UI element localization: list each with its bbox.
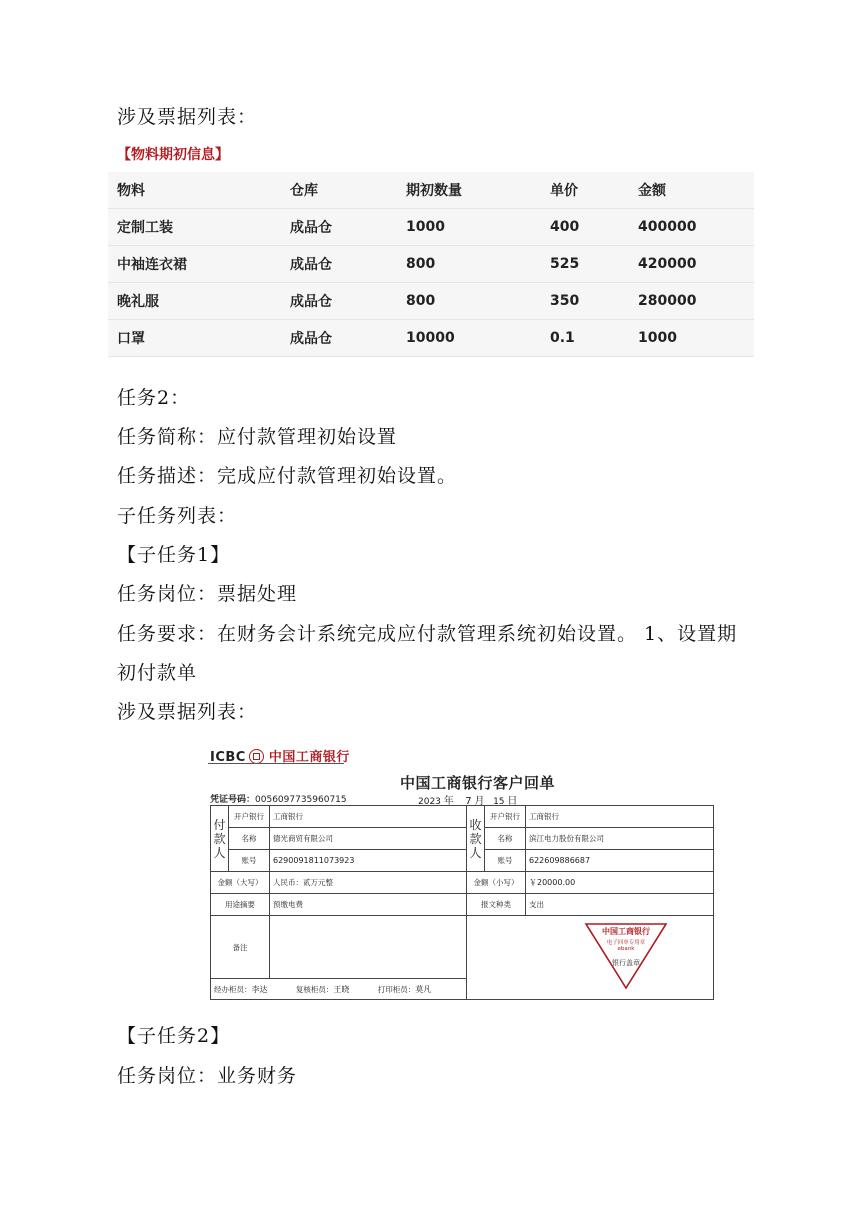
amount-lower-label: 金额（小写） xyxy=(467,872,526,894)
printer xyxy=(378,984,432,995)
cell-amount: 400000 xyxy=(629,209,754,246)
reviewer-label: 复核柜员： xyxy=(295,984,334,994)
bank-logo-cn: 中国工商银行 xyxy=(268,750,350,765)
cell-material: 中袖连衣裙 xyxy=(108,246,281,283)
amount-upper: 人民币：贰万元整 xyxy=(270,872,467,894)
subtask1-requirement: 任务要求：在财务会计系统完成应付款管理系统初始设置。 1、设置期 xyxy=(117,623,738,645)
stamp-line2: 电子回单专用章 xyxy=(606,940,646,946)
cell-warehouse: 成品仓 xyxy=(281,283,397,320)
voucher-label: 凭证号码： xyxy=(210,795,256,805)
date-day-unit: 日 xyxy=(507,796,518,807)
header-material: 物料 xyxy=(108,172,281,209)
icbc-seal-icon xyxy=(249,749,264,764)
cell-price: 400 xyxy=(541,209,629,246)
table-header-row xyxy=(108,172,754,209)
payer-account: 6290091811073923 xyxy=(270,850,467,872)
header-qty: 期初数量 xyxy=(397,172,541,209)
cell-warehouse: 成品仓 xyxy=(281,209,397,246)
header-price: 单价 xyxy=(541,172,629,209)
payee-account: 622609886687 xyxy=(526,850,714,872)
msg-type-label: 报文种类 xyxy=(467,894,526,916)
stamp-line3: ebank xyxy=(617,946,635,952)
printer-name: 莫凡 xyxy=(415,984,432,994)
cell-qty: 1000 xyxy=(397,209,541,246)
cell-qty: 10000 xyxy=(397,320,541,357)
cell-amount: 420000 xyxy=(629,246,754,283)
payee-name-label: 名称 xyxy=(485,828,526,850)
note-label: 备注 xyxy=(211,916,270,979)
date-year-unit: 年 xyxy=(443,796,454,807)
cell-warehouse: 成品仓 xyxy=(281,246,397,283)
bank-stamp xyxy=(584,922,668,990)
cell-amount: 1000 xyxy=(629,320,754,357)
date-month-unit: 月 xyxy=(474,796,485,807)
table-row xyxy=(108,283,754,320)
amount-lower: ￥20000.00 xyxy=(526,872,714,894)
purpose-label: 用途摘要 xyxy=(211,894,270,916)
payee-label: 收款人 xyxy=(467,806,485,872)
bill-list-label-2: 涉及票据列表： xyxy=(117,701,258,723)
header-amount: 金额 xyxy=(629,172,754,209)
date-year: 2023 xyxy=(418,797,441,807)
stamp-line4: 银行盖章 xyxy=(612,959,640,967)
signatures xyxy=(211,979,467,1000)
cell-material: 定制工装 xyxy=(108,209,281,246)
material-table xyxy=(108,172,754,357)
payee-account-label: 账号 xyxy=(485,850,526,872)
material-section-title: 【物料期初信息】 xyxy=(117,147,229,163)
logo-underline xyxy=(208,763,344,764)
voucher-value: 0056097735960715 xyxy=(255,795,347,805)
payee-bank: 工商银行 xyxy=(526,806,714,828)
subtask-list-label: 子任务列表： xyxy=(117,505,238,527)
handler-name: 李达 xyxy=(251,984,268,994)
receipt-title: 中国工商银行客户回单 xyxy=(400,774,556,792)
cell-qty: 800 xyxy=(397,283,541,320)
table-row xyxy=(108,246,754,283)
payer-name: 德光商贸有限公司 xyxy=(270,828,467,850)
reviewer-name: 王晓 xyxy=(333,984,350,994)
payee-name: 滨江电力股份有限公司 xyxy=(526,828,714,850)
purpose: 预缴电费 xyxy=(270,894,467,916)
msg-type: 支出 xyxy=(526,894,714,916)
bank-receipt xyxy=(208,742,716,1004)
table-row xyxy=(108,209,754,246)
subtask2-heading: 【子任务2】 xyxy=(117,1025,231,1047)
table-row xyxy=(108,320,754,357)
bill-list-label-1: 涉及票据列表： xyxy=(117,106,258,128)
task2-heading: 任务2： xyxy=(117,387,191,409)
cell-warehouse: 成品仓 xyxy=(281,320,397,357)
subtask1-post: 任务岗位：票据处理 xyxy=(117,583,298,605)
cell-price: 525 xyxy=(541,246,629,283)
amount-upper-label: 金额（大写） xyxy=(211,872,270,894)
cell-amount: 280000 xyxy=(629,283,754,320)
payer-name-label: 名称 xyxy=(229,828,270,850)
subtask1-requirement-cont: 初付款单 xyxy=(117,662,198,684)
subtask2-post: 任务岗位：业务财务 xyxy=(117,1065,298,1087)
payer-bank-label: 开户银行 xyxy=(229,806,270,828)
date-month: 7 xyxy=(465,796,472,807)
subtask1-heading: 【子任务1】 xyxy=(117,544,231,566)
reviewer xyxy=(296,984,350,995)
task-short-name: 任务简称：应付款管理初始设置 xyxy=(117,426,398,448)
cell-price: 350 xyxy=(541,283,629,320)
cell-material: 晚礼服 xyxy=(108,283,281,320)
payee-bank-label: 开户银行 xyxy=(485,806,526,828)
note-value xyxy=(270,916,467,979)
handler-label: 经办柜员： xyxy=(214,984,252,994)
payer-bank: 工商银行 xyxy=(270,806,467,828)
payer-account-label: 账号 xyxy=(229,850,270,872)
stamp-line1: 中国工商银行 xyxy=(602,927,650,936)
cell-qty: 800 xyxy=(397,246,541,283)
handler xyxy=(214,984,268,995)
cell-price: 0.1 xyxy=(541,320,629,357)
bank-logo-en: ICBC xyxy=(210,750,246,765)
date-day: 15 xyxy=(493,797,505,807)
task-description: 任务描述：完成应付款管理初始设置。 xyxy=(117,465,458,487)
voucher-number xyxy=(210,792,347,805)
printer-label: 打印柜员： xyxy=(377,984,416,994)
payer-label: 付款人 xyxy=(211,806,229,872)
header-warehouse: 仓库 xyxy=(281,172,397,209)
cell-material: 口罩 xyxy=(108,320,281,357)
